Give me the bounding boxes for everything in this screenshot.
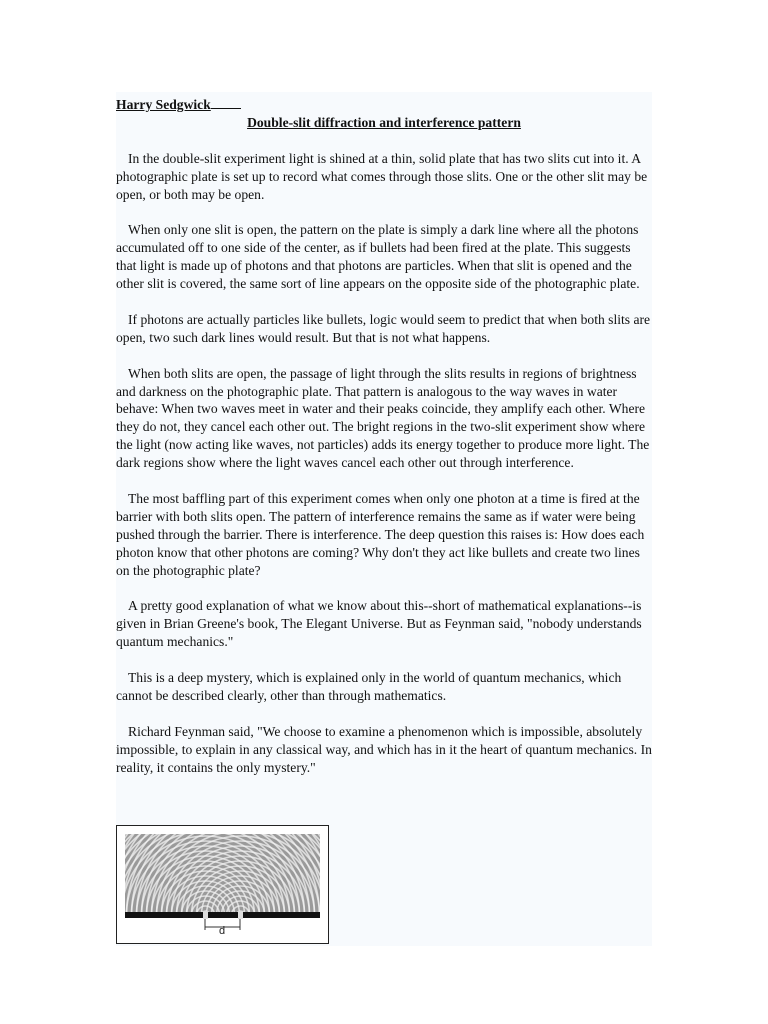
interference-figure [116, 825, 329, 944]
paragraph-3: If photons are actually particles like bullets, logic would seem to predict that when both slits are open, two such dark lines would result. But that is not what happens. [116, 311, 651, 345]
slit-right [238, 911, 243, 919]
slit-left [203, 911, 208, 919]
author-name: Harry Sedgwick [116, 97, 211, 112]
barrier [125, 912, 320, 918]
slit-distance-label: d [219, 925, 226, 937]
paragraph-1: In the double-slit experiment light is shined at a thin, solid plate that has two slits cut into it. A photographic plate is set up to record what comes through those slits. One or the other slit may be open, or both may be open. [116, 150, 648, 202]
paragraph-4: When both slits are open, the passage of light through the slits results in regions of brightness and darkness on the photographic plate. That pattern is analogous to the way waves in water behave: When two waves meet in water and their peaks coincide, they amplify each other. Where they do not, they cancel each other out. The bright regions in the two-slit experiment show where the light (now acting like waves, not particles) adds its energy together to produce more light. The dark regions show where the light waves cancel each other out through interference. [116, 365, 650, 471]
paragraph-8: Richard Feynman said, "We choose to examine a phenomenon which is impossible, absolutely impossible, to explain in any classical way, and which has in it the heart of quantum mechanics. In reality, it contains the only mystery." [116, 723, 652, 775]
paragraph-7: This is a deep mystery, which is explained only in the world of quantum mechanics, which cannot be described clearly, other than through mathematics. [116, 670, 622, 703]
document-title: Double-slit diffraction and interference pattern [247, 114, 521, 130]
paragraph-5: The most baffling part of this experiment comes when only one photon at a time is fired at the barrier with both slits open. The pattern of interference remains the same as if water were being pushed through the barrier. There is interference. The deep question this raises is: How does each photon know that other photons are coming? Why don't they act like bullets and create two lines on the photographic plate? [116, 490, 645, 578]
document-page [116, 92, 652, 946]
author-line [116, 96, 652, 114]
paragraph-2: When only one slit is open, the pattern on the plate is simply a dark line where all the photons accumulated off to one side of the center, as if bullets had been fired at the plate. This suggests that light is made up of photons and that photons are particles. When that slit is opened and the other slit is covered, the same sort of line appears on the opposite side of the photographic plate. [116, 222, 640, 292]
author-underline [211, 96, 241, 109]
paragraph-6: A pretty good explanation of what we know about this--short of mathematical explanations--is given in Brian Greene's book, The Elegant Universe. But as Feynman said, "nobody understands quantum mechanics." [116, 598, 642, 650]
document-body [116, 92, 652, 776]
